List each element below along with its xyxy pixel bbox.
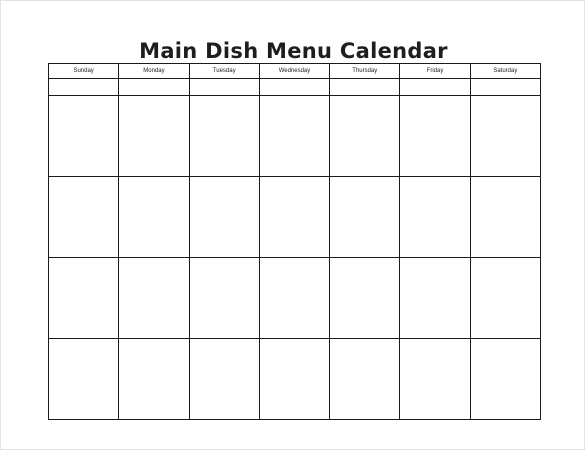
day-cell[interactable] [470,96,540,177]
day-cell[interactable] [49,258,119,339]
day-cell[interactable] [259,96,329,177]
day-cell[interactable] [330,96,400,177]
day-header-tuesday: Tuesday [189,64,259,79]
day-header-friday: Friday [400,64,470,79]
day-cell[interactable] [259,177,329,258]
date-number-cell[interactable] [330,79,400,96]
calendar-grid [48,63,541,420]
calendar-title: Main Dish Menu Calendar [139,39,448,63]
day-cell[interactable] [400,96,470,177]
date-number-cell[interactable] [470,79,540,96]
day-cell[interactable] [49,177,119,258]
day-cell[interactable] [400,339,470,420]
week-row [49,177,541,258]
date-number-cell[interactable] [400,79,470,96]
day-cell[interactable] [189,96,259,177]
day-header-thursday: Thursday [330,64,400,79]
day-cell[interactable] [330,339,400,420]
day-cell[interactable] [49,96,119,177]
day-cell[interactable] [119,339,189,420]
day-header-saturday: Saturday [470,64,540,79]
day-cell[interactable] [470,258,540,339]
week-row [49,96,541,177]
day-cell[interactable] [189,258,259,339]
calendar-body [49,79,541,420]
day-cell[interactable] [189,177,259,258]
day-cell[interactable] [259,258,329,339]
week-row [49,258,541,339]
date-number-cell[interactable] [49,79,119,96]
day-cell[interactable] [470,177,540,258]
day-header-sunday: Sunday [49,64,119,79]
day-cell[interactable] [330,258,400,339]
date-number-cell[interactable] [189,79,259,96]
day-cell[interactable] [470,339,540,420]
day-header-monday: Monday [119,64,189,79]
day-header-row [49,64,541,79]
day-cell[interactable] [259,339,329,420]
date-number-row [49,79,541,96]
day-cell[interactable] [400,177,470,258]
date-number-cell[interactable] [119,79,189,96]
day-cell[interactable] [189,339,259,420]
day-cell[interactable] [119,96,189,177]
date-number-cell[interactable] [259,79,329,96]
day-cell[interactable] [119,177,189,258]
day-cell[interactable] [49,339,119,420]
week-row [49,339,541,420]
day-header-wednesday: Wednesday [259,64,329,79]
day-cell[interactable] [119,258,189,339]
day-cell[interactable] [330,177,400,258]
day-cell[interactable] [400,258,470,339]
